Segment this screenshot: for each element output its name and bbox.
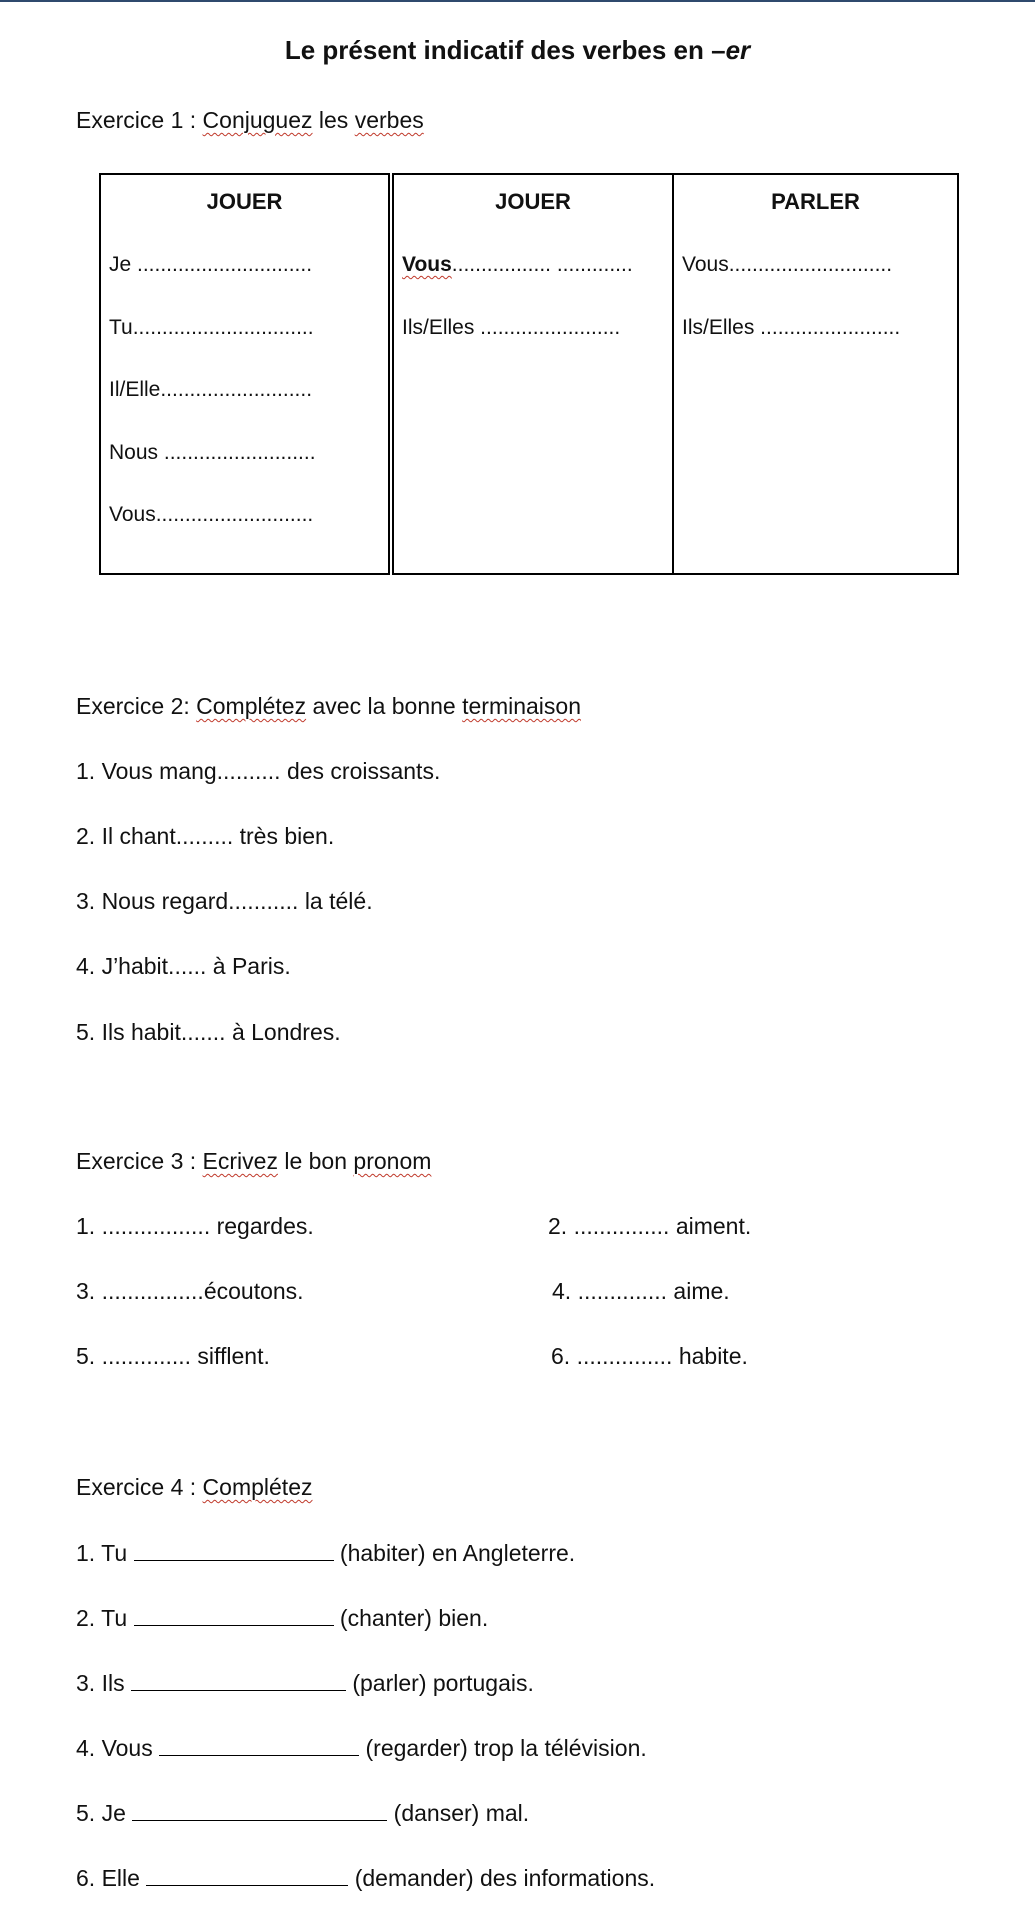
- ex4-item-6-before: 6. Elle: [76, 1865, 147, 1891]
- page-title: [0, 36, 1035, 64]
- ex2-item-4: 4. J’habit...... à Paris.: [76, 953, 291, 979]
- answer-blank[interactable]: [131, 1670, 346, 1691]
- ex4-item-2-after: (chanter) bien.: [333, 1605, 489, 1631]
- ex4-item-1-after: (habiter) en Angleterre.: [333, 1540, 576, 1566]
- ex1-heading-word-b: les: [312, 107, 355, 133]
- ex2-heading-word-a: Complétez: [196, 693, 307, 719]
- conjugation-table-col-2: [392, 173, 674, 575]
- ex2-item-3: 3. Nous regard........... la télé.: [76, 888, 373, 914]
- ex2-heading: [76, 692, 581, 720]
- ex4-item-2: [76, 1604, 488, 1632]
- ex2-heading-prefix: Exercice 2:: [76, 693, 197, 719]
- answer-blank[interactable]: [134, 1605, 334, 1626]
- ex4-item-4-after: (regarder) trop la télévision.: [359, 1735, 647, 1761]
- ex4-item-6-after: (demander) des informations.: [348, 1865, 656, 1891]
- top-border: [0, 0, 1035, 2]
- row-vous-2: [402, 253, 633, 277]
- ex4-item-5-after: (danser) mal.: [387, 1800, 530, 1826]
- ex4-heading: [76, 1473, 312, 1501]
- ex4-item-1-before: 1. Tu: [76, 1540, 134, 1566]
- ex2-heading-word-b: avec la bonne: [306, 693, 463, 719]
- ex4-item-4-before: 4. Vous: [76, 1735, 160, 1761]
- vous-bold-word: Vous: [402, 253, 452, 276]
- row-il-elle: Il/Elle..........................: [109, 378, 313, 401]
- ex1-heading-word-a: Conjuguez: [202, 107, 313, 133]
- ex1-heading: [76, 106, 424, 134]
- ex2-item-2: 2. Il chant......... très bien.: [76, 823, 335, 849]
- ex2-item-1: 1. Vous mang.......... des croissants.: [76, 758, 441, 784]
- row-vous: Vous...........................: [109, 503, 314, 526]
- vous-dots: ................. .............: [451, 253, 633, 276]
- answer-blank[interactable]: [146, 1865, 348, 1886]
- conjugation-table-col-3: [672, 173, 959, 575]
- row-tu: Tu...............................: [109, 316, 314, 339]
- ex3-heading-word-c: pronom: [353, 1148, 432, 1174]
- ex3-item-6: 6. ............... habite.: [551, 1343, 748, 1369]
- ex4-item-4: [76, 1734, 647, 1762]
- ex4-item-5-before: 5. Je: [76, 1800, 133, 1826]
- row-ils-elles-2: Ils/Elles ........................: [402, 316, 621, 339]
- answer-blank[interactable]: [159, 1735, 359, 1756]
- ex4-item-2-before: 2. Tu: [76, 1605, 134, 1631]
- column-header-parler: PARLER: [771, 189, 860, 214]
- ex4-item-5: [76, 1799, 529, 1827]
- title-ending: er: [725, 35, 751, 65]
- ex3-heading-word-a: Ecrivez: [202, 1148, 278, 1174]
- ex3-heading-word-b: le bon: [277, 1148, 354, 1174]
- ex3-item-2: 2. ............... aiment.: [548, 1213, 752, 1239]
- ex3-item-1: 1. ................. regardes.: [76, 1213, 314, 1239]
- answer-blank[interactable]: [134, 1540, 334, 1561]
- ex3-item-4: 4. .............. aime.: [552, 1278, 730, 1304]
- row-je: Je ..............................: [109, 253, 313, 276]
- column-header-jouer-2: JOUER: [495, 189, 571, 214]
- ex4-heading-word-a: Complétez: [202, 1474, 313, 1500]
- ex4-item-3-before: 3. Ils: [76, 1670, 131, 1696]
- ex3-heading-prefix: Exercice 3 :: [76, 1148, 203, 1174]
- row-ils-elles-3: Ils/Elles ........................: [682, 316, 901, 339]
- answer-blank[interactable]: [132, 1800, 387, 1821]
- ex4-item-6: [76, 1864, 655, 1892]
- ex4-item-1: [76, 1539, 575, 1567]
- ex4-item-3: [76, 1669, 534, 1697]
- ex2-item-5: 5. Ils habit....... à Londres.: [76, 1019, 341, 1045]
- ex3-item-3: 3. ................écoutons.: [76, 1278, 304, 1304]
- ex3-heading: [76, 1147, 431, 1175]
- title-text: Le présent indicatif des verbes en: [284, 35, 712, 65]
- ex4-item-3-after: (parler) portugais.: [345, 1670, 534, 1696]
- row-nous: Nous ..........................: [109, 441, 316, 464]
- conjugation-table-col-1: [99, 173, 390, 575]
- title-dash: –: [711, 35, 726, 65]
- ex1-heading-prefix: Exercice 1 :: [76, 107, 203, 133]
- row-vous-3: Vous............................: [682, 253, 893, 276]
- column-header-jouer-1: JOUER: [206, 189, 283, 214]
- ex1-heading-word-c: verbes: [354, 107, 424, 133]
- ex3-item-5: 5. .............. sifflent.: [76, 1343, 270, 1369]
- ex4-heading-prefix: Exercice 4 :: [76, 1474, 203, 1500]
- ex2-heading-word-c: terminaison: [462, 693, 581, 719]
